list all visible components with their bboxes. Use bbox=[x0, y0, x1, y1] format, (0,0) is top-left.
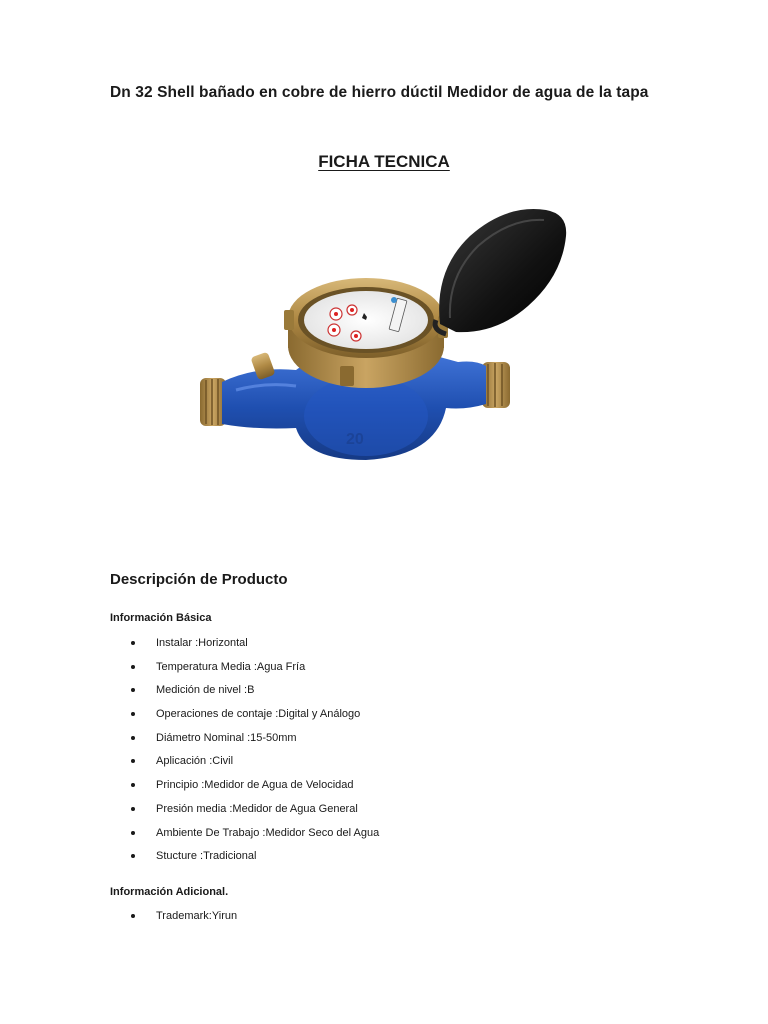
meter-lid bbox=[435, 209, 566, 334]
list-item-text: Diámetro Nominal :15-50mm bbox=[156, 731, 297, 744]
list-item-text: Ambiente De Trabajo :Medidor Seco del Agua bbox=[156, 826, 380, 839]
list-item-text: Aplicación :Civil bbox=[156, 755, 234, 768]
list-item-text: Medición de nivel :B bbox=[156, 684, 255, 697]
bullet-icon bbox=[131, 831, 135, 835]
list-item-text: Instalar :Horizontal bbox=[156, 637, 248, 649]
list-item-text: Trademark:Yirun bbox=[156, 910, 238, 922]
meter-dial bbox=[304, 291, 428, 349]
product-description-heading: Descripción de Producto bbox=[110, 571, 288, 588]
bullet-icon bbox=[131, 712, 135, 716]
sheet-heading bbox=[0, 152, 768, 172]
sheet-heading-text: FICHA TECNICA bbox=[318, 152, 450, 171]
document-title: Dn 32 Shell bañado en cobre de hierro dúctil Medidor de agua de la tapa bbox=[110, 84, 649, 101]
bullet-icon bbox=[131, 854, 135, 858]
outlet-thread-right bbox=[482, 362, 510, 408]
list-item-text: Stucture :Tradicional bbox=[156, 850, 257, 863]
additional-info-heading: Información Adicional. bbox=[110, 886, 229, 898]
basic-info-heading: Información Básica bbox=[110, 612, 212, 624]
bullet-icon bbox=[131, 914, 135, 918]
bullet-icon bbox=[131, 736, 135, 740]
list-item-text: Operaciones de contaje :Digital y Análogo bbox=[156, 708, 361, 721]
list-item-text: Temperatura Media :Agua Fría bbox=[156, 660, 306, 673]
bullet-icon bbox=[131, 688, 135, 692]
list-item-text: Presión media :Medidor de Agua General bbox=[156, 802, 358, 815]
bullet-icon bbox=[131, 665, 135, 669]
list-item-text: Principio :Medidor de Agua de Velocidad bbox=[156, 779, 354, 792]
body-casting-marks: 20 bbox=[346, 431, 364, 448]
bullet-icon bbox=[131, 783, 135, 787]
bullet-icon bbox=[131, 759, 135, 763]
product-image bbox=[196, 206, 570, 464]
bullet-icon bbox=[131, 807, 135, 811]
bullet-icon bbox=[131, 641, 135, 645]
water-meter-illustration bbox=[196, 206, 570, 464]
